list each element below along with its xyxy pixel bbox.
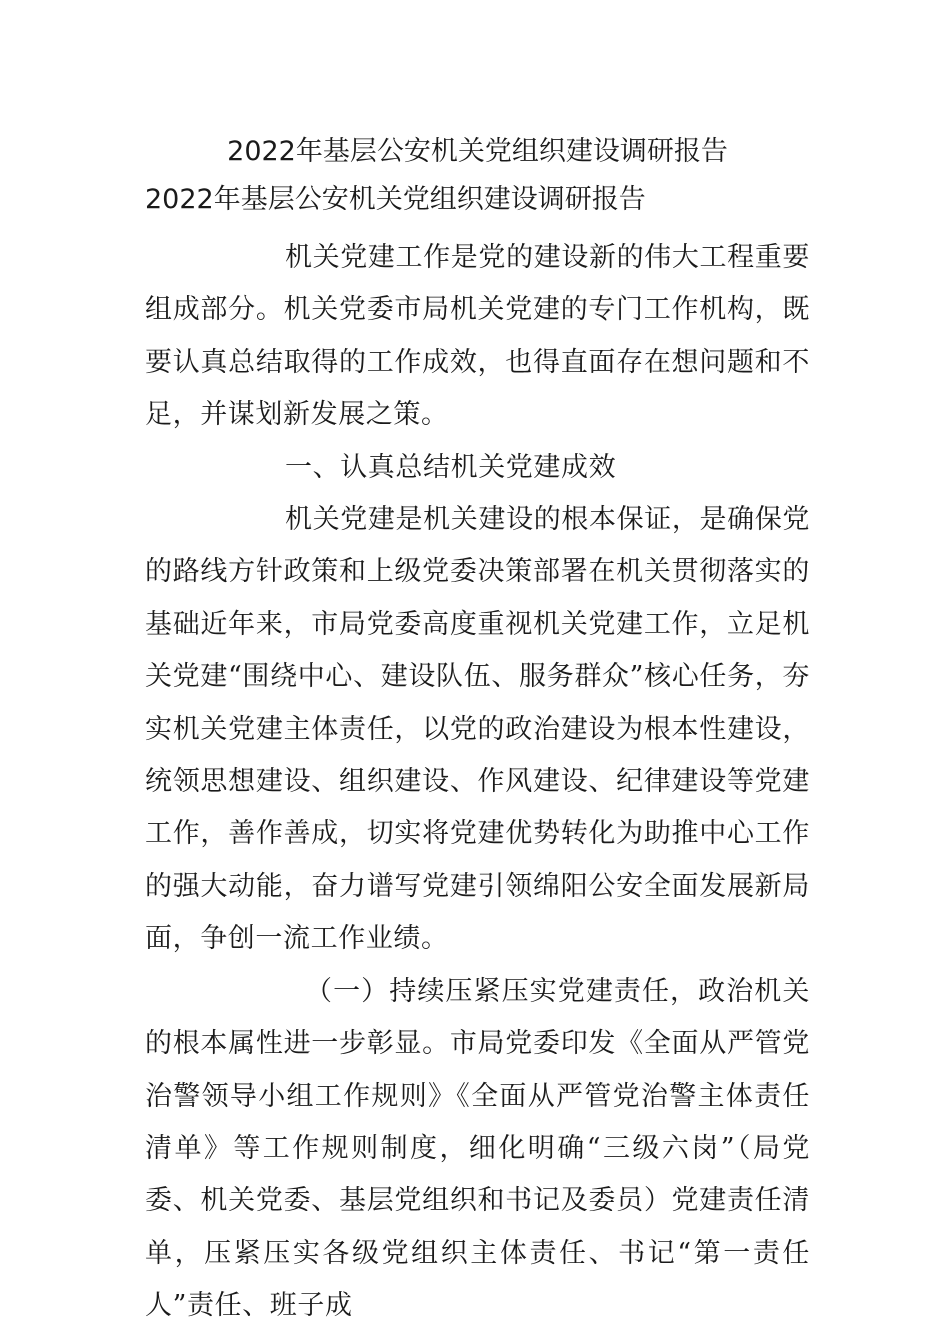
document-subtitle: 2022年基层公安机关党组织建设调研报告 bbox=[145, 184, 646, 215]
section-paragraph: 机关党建是机关建设的根本保证，是确保党的路线方针政策和上级党委决策部署在机关贯彻落实的基础近年来，市局党委高度重视机关党建工作，立足机关党建“围绕中心、建设队伍、服务群众”核心任务，夯实机关党建主体责任，以党的政治建设为根本性建设，统领思想建设、组织建设、作风建设、纪律建设等党建工作，善作善成，切实将党建优势转化为助推中心工作的强大动能，奋力谱写党建引领绵阳公安全面发展新局面，争创一流工作业绩。 bbox=[145, 504, 810, 955]
item-paragraph: （一）持续压紧压实党建责任，政治机关的根本属性进一步彰显。市局党委印发《全面从严管党治警领导小组工作规则》《全面从严管党治警主体责任清单》等工作规则制度，细化明确“三级六岗”（局党委、机关党委、基层党组织和书记及委员）党建责任清单，压紧压实各级党组织主体责任、书记“第一责任人”责任、班子成 bbox=[145, 975, 810, 1322]
intro-paragraph: 机关党建工作是党的建设新的伟大工程重要组成部分。机关党委市局机关党建的专门工作机构，既要认真总结取得的工作成效，也得直面存在想问题和不足，并谋划新发展之策。 bbox=[145, 242, 810, 431]
document-body bbox=[145, 232, 810, 1333]
document-title: 2022年基层公安机关党组织建设调研报告 bbox=[227, 136, 728, 167]
section-heading: 一、认真总结机关党建成效 bbox=[285, 451, 617, 483]
